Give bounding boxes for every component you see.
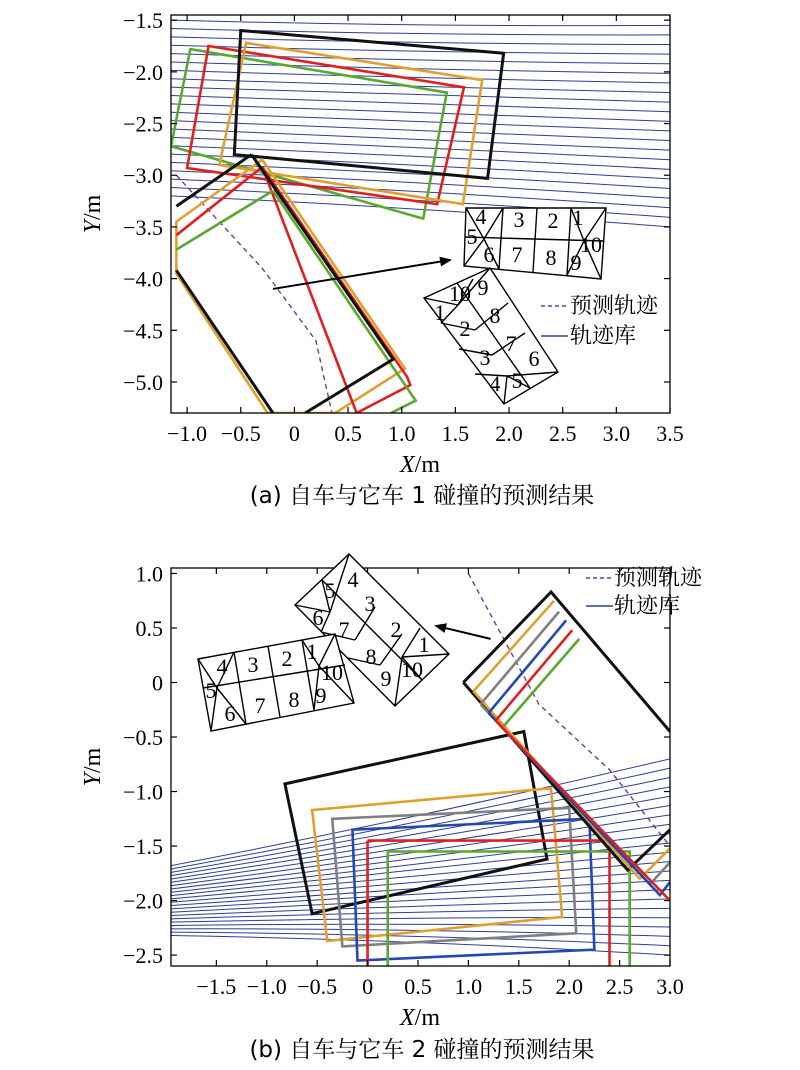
y-axis-label: Y/m: [80, 194, 106, 234]
y-tick-label: −3.0: [123, 163, 163, 189]
legend-label: 预测轨迹: [614, 566, 703, 591]
x-axis-ticks: [167, 15, 684, 446]
vehicle-outline-orange: [473, 601, 554, 692]
y-tick-label: −2.0: [123, 59, 163, 85]
library-trajectory-line: [171, 112, 670, 131]
x-tick-label: 2.5: [605, 974, 634, 999]
zone-label: 4: [347, 567, 359, 592]
zone-label: 2: [281, 646, 293, 671]
x-axis-label: X/m: [399, 452, 441, 478]
x-axis-label: X/m: [399, 1005, 441, 1031]
y-tick-label: −1.5: [123, 834, 163, 860]
zone-label: 1: [572, 205, 584, 230]
trajectory-library-lines: [171, 759, 670, 955]
x-tick-label: −0.5: [297, 974, 338, 999]
zone-label: 2: [459, 316, 471, 341]
vehicle-outline-red: [496, 630, 573, 721]
y-tick-label: 0.5: [135, 615, 163, 641]
x-tick-label: 2.5: [548, 421, 577, 446]
y-tick-label: −2.0: [123, 888, 163, 914]
predicted-trajectory: [176, 175, 332, 413]
legend-label: 预测轨迹: [570, 294, 659, 319]
library-trajectory-line: [171, 20, 670, 25]
chart-panel-a: [80, 8, 684, 509]
x-tick-label: 0: [288, 421, 300, 446]
zone-label: 8: [365, 644, 377, 669]
vehicle-rectangles: [171, 31, 504, 413]
zone-label: 7: [338, 617, 350, 642]
y-tick-label: −3.5: [123, 214, 163, 240]
zone-label: 6: [224, 701, 236, 726]
vehicle-outline-black: [463, 682, 670, 870]
zone-label: 10: [401, 657, 423, 682]
x-tick-label: 0.5: [404, 974, 432, 999]
zone-label: 1: [434, 300, 446, 325]
library-trajectory-line: [171, 918, 670, 923]
y-tick-label: −5.0: [123, 369, 163, 395]
library-trajectory-line: [171, 759, 670, 866]
library-trajectory-line: [171, 796, 670, 879]
zone-label: 1: [418, 632, 430, 657]
zone-label: 5: [324, 578, 336, 603]
legend-label: 轨迹库: [614, 594, 681, 619]
callout-arrow: [436, 626, 490, 639]
zone-label: 2: [390, 617, 402, 642]
y-tick-label: 1.0: [135, 561, 163, 587]
zone-label: 7: [505, 331, 517, 356]
zone-label: 8: [545, 245, 557, 270]
library-trajectory-line: [171, 104, 670, 121]
x-tick-label: 1.0: [454, 974, 483, 999]
zone-label: 3: [479, 345, 491, 370]
x-tick-label: 0.5: [334, 421, 362, 446]
x-tick-label: −1.0: [167, 421, 208, 446]
zone-label: 7: [511, 242, 523, 267]
legend-a: [541, 294, 659, 349]
y-tick-label: −4.0: [123, 266, 163, 292]
zone-label: 8: [288, 687, 300, 712]
zone-label: 7: [254, 693, 266, 718]
x-tick-label: 2.0: [495, 421, 523, 446]
x-tick-label: 0: [362, 974, 374, 999]
y-tick-label: −1.5: [123, 8, 163, 34]
zone-label: 6: [312, 605, 324, 630]
zone-label: 8: [489, 303, 501, 328]
y-tick-label: −4.5: [123, 318, 163, 344]
library-trajectory-line: [171, 768, 670, 869]
predicted-trajectory-line: [176, 175, 332, 413]
x-tick-label: 3.0: [602, 421, 631, 446]
legend-b: [586, 566, 703, 619]
zone-label: 4: [216, 654, 228, 679]
vehicle-outline-black: [176, 270, 273, 413]
y-tick-label: −2.5: [123, 943, 163, 969]
library-trajectory-line: [171, 121, 670, 141]
arrow: [436, 626, 490, 639]
library-trajectory-line: [171, 806, 670, 883]
vehicle-outline-black: [234, 31, 503, 179]
zone-label: 9: [315, 683, 327, 708]
y-axis-label: Y/m: [80, 747, 106, 787]
library-trajectory-line: [171, 924, 670, 927]
caption-b: (b) 自车与它车 2 碰撞的预测结果: [249, 1037, 595, 1063]
y-tick-label: −1.0: [123, 779, 163, 805]
zone-label: 10: [321, 660, 343, 685]
library-trajectory-line: [171, 95, 670, 111]
zone-label: 3: [513, 207, 525, 232]
legend-label: 轨迹库: [570, 324, 637, 349]
x-tick-label: 3.5: [656, 421, 684, 446]
library-trajectory-line: [171, 899, 670, 916]
x-tick-label: 1.5: [441, 421, 470, 446]
zone-label: 9: [380, 666, 392, 691]
zone-label: 5: [205, 678, 217, 703]
zone-label: 6: [528, 346, 540, 371]
chart-panel-b: [80, 554, 703, 1063]
library-trajectory-line: [171, 129, 670, 150]
x-tick-label: 1.5: [505, 974, 533, 999]
x-tick-label: −0.5: [220, 421, 261, 446]
zone-label: 9: [570, 250, 582, 275]
zone-label: 10: [449, 281, 471, 306]
y-tick-label: −2.5: [123, 111, 163, 137]
zone-label: 1: [306, 639, 318, 664]
zone-label: 9: [477, 275, 489, 300]
caption-a: (a) 自车与它车 1 碰撞的预测结果: [249, 483, 595, 509]
zone-label: 2: [547, 208, 559, 233]
zone-label: 3: [364, 591, 376, 616]
zone-label: 10: [580, 232, 602, 257]
zone-label: 3: [247, 652, 259, 677]
y-tick-label: −0.5: [123, 725, 163, 751]
x-tick-label: 3.0: [656, 974, 684, 999]
zone-label: 5: [511, 368, 523, 393]
vehicle-outline-green: [176, 191, 273, 250]
library-trajectory-line: [171, 880, 670, 909]
x-tick-label: 1.0: [387, 421, 416, 446]
zone-label: 4: [475, 204, 487, 229]
zone-label: 6: [483, 242, 495, 267]
zone-label: 5: [466, 224, 478, 249]
x-tick-label: −1.5: [196, 974, 237, 999]
y-tick-label: 0: [152, 670, 163, 696]
zone-label: 4: [489, 371, 501, 396]
x-tick-label: 2.0: [555, 974, 583, 999]
x-tick-label: −1.0: [246, 974, 287, 999]
